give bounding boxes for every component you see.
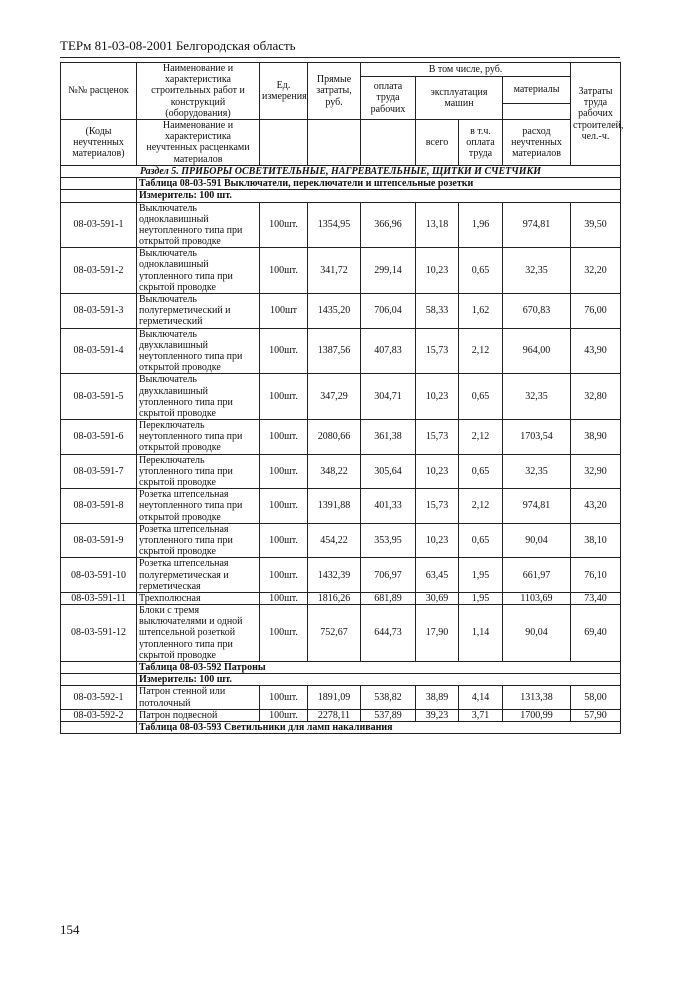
direct-cost: 752,67 — [308, 605, 361, 662]
materials-cost: 661,97 — [503, 558, 571, 593]
machine-wage-cost: 2,12 — [459, 328, 503, 374]
rates-table — [60, 62, 624, 734]
direct-cost: 1391,88 — [308, 489, 361, 524]
col-mat-unaccounted-header: расход неучтенных материалов — [503, 119, 571, 165]
direct-cost: 1435,20 — [308, 294, 361, 329]
materials-cost: 1313,38 — [503, 686, 571, 709]
unit: 100шт. — [260, 328, 308, 374]
direct-cost: 1432,39 — [308, 558, 361, 593]
col-machine-wage-header: в т.ч. оплата труда — [459, 119, 503, 165]
work-name: Выключатель двухклавишный неутопленного типа при открытой проводке — [137, 328, 260, 374]
col-machine-header: эксплуатация машин — [416, 77, 503, 120]
materials-cost: 974,81 — [503, 202, 571, 248]
unit: 100шт — [260, 294, 308, 329]
wage-cost: 299,14 — [361, 248, 416, 294]
table-row — [61, 294, 621, 329]
rate-code: 08-03-591-7 — [61, 454, 137, 489]
wage-cost: 353,95 — [361, 523, 416, 558]
materials-cost: 974,81 — [503, 489, 571, 524]
rate-code: 08-03-591-6 — [61, 420, 137, 455]
unit: 100шт. — [260, 454, 308, 489]
machine-wage-cost: 0,65 — [459, 374, 503, 420]
machine-wage-cost: 2,12 — [459, 489, 503, 524]
work-name: Выключатель полугерметический и герметический — [137, 294, 260, 329]
direct-cost: 341,72 — [308, 248, 361, 294]
rate-code: 08-03-591-8 — [61, 489, 137, 524]
direct-cost: 1387,56 — [308, 328, 361, 374]
machine-cost: 10,23 — [416, 523, 459, 558]
machine-cost: 63,45 — [416, 558, 459, 593]
direct-cost: 2278,11 — [308, 709, 361, 721]
col-code-header: №№ расценок — [61, 63, 137, 120]
machine-cost: 15,73 — [416, 420, 459, 455]
machine-wage-cost: 0,65 — [459, 523, 503, 558]
table-592 — [61, 662, 621, 686]
materials-cost: 1703,54 — [503, 420, 571, 455]
table-592-rows — [61, 686, 621, 722]
direct-cost: 348,22 — [308, 454, 361, 489]
table-row — [61, 489, 621, 524]
labor-hours: 32,80 — [571, 374, 621, 420]
machine-wage-cost: 0,65 — [459, 248, 503, 294]
table-row — [61, 374, 621, 420]
unit: 100шт. — [260, 605, 308, 662]
table-row — [61, 686, 621, 709]
unit: 100шт. — [260, 686, 308, 709]
labor-hours: 38,90 — [571, 420, 621, 455]
rate-code: 08-03-591-12 — [61, 605, 137, 662]
unit: 100шт. — [260, 202, 308, 248]
machine-cost: 30,69 — [416, 592, 459, 604]
table-row — [61, 420, 621, 455]
col-name-header: Наименование и характеристика строительных работ и конструкций (оборудования) — [137, 63, 260, 120]
page-number: 154 — [60, 922, 80, 937]
unit: 100шт. — [260, 709, 308, 721]
work-name: Переключатель неутопленного типа при открытой проводке — [137, 420, 260, 455]
table-592-meter: Измеритель: 100 шт. — [137, 674, 621, 686]
materials-cost: 90,04 — [503, 605, 571, 662]
work-name: Розетка штепсельная неутопленного типа при открытой проводке — [137, 489, 260, 524]
materials-cost: 670,83 — [503, 294, 571, 329]
machine-wage-cost: 1,62 — [459, 294, 503, 329]
machine-cost: 15,73 — [416, 489, 459, 524]
table-591-rows — [61, 202, 621, 662]
machine-wage-cost: 1,96 — [459, 202, 503, 248]
table-591-title: Таблица 08-03-591 Выключатели, переключатели и штепсельные розетки — [137, 178, 621, 190]
machine-cost: 13,18 — [416, 202, 459, 248]
machine-wage-cost: 1,14 — [459, 605, 503, 662]
rate-code: 08-03-591-1 — [61, 202, 137, 248]
direct-cost: 1816,26 — [308, 592, 361, 604]
wage-cost: 366,96 — [361, 202, 416, 248]
machine-cost: 17,90 — [416, 605, 459, 662]
table-row — [61, 605, 621, 662]
work-name: Патрон стенной или потолочный — [137, 686, 260, 709]
rate-code: 08-03-591-5 — [61, 374, 137, 420]
col-materials-header: материалы — [503, 77, 571, 104]
labor-hours: 32,90 — [571, 454, 621, 489]
table-592-title: Таблица 08-03-592 Патроны — [137, 662, 621, 674]
unit: 100шт. — [260, 489, 308, 524]
machine-cost: 58,33 — [416, 294, 459, 329]
unit: 100шт. — [260, 523, 308, 558]
table-row — [61, 709, 621, 721]
rate-code: 08-03-592-2 — [61, 709, 137, 721]
wage-cost: 681,89 — [361, 592, 416, 604]
machine-cost: 10,23 — [416, 454, 459, 489]
work-name: Переключатель утопленного типа при скрытой проводке — [137, 454, 260, 489]
labor-hours: 32,20 — [571, 248, 621, 294]
wage-cost: 644,73 — [361, 605, 416, 662]
col-wage-header: оплата труда рабочих — [361, 77, 416, 120]
rate-code: 08-03-591-10 — [61, 558, 137, 593]
table-593-title: Таблица 08-03-593 Светильники для ламп накаливания — [137, 721, 621, 733]
machine-wage-cost: 4,14 — [459, 686, 503, 709]
rate-code: 08-03-591-11 — [61, 592, 137, 604]
unit: 100шт. — [260, 248, 308, 294]
table-header — [61, 63, 624, 166]
unit: 100шт. — [260, 420, 308, 455]
table-row — [61, 592, 621, 604]
rate-code: 08-03-591-9 — [61, 523, 137, 558]
wage-cost: 407,83 — [361, 328, 416, 374]
machine-cost: 10,23 — [416, 248, 459, 294]
unit: 100шт. — [260, 374, 308, 420]
table-row — [61, 202, 621, 248]
wage-cost: 706,97 — [361, 558, 416, 593]
direct-cost: 1891,09 — [308, 686, 361, 709]
table-row — [61, 523, 621, 558]
rate-code: 08-03-591-4 — [61, 328, 137, 374]
machine-cost: 39,23 — [416, 709, 459, 721]
col-labor-header: Затраты труда рабочих строителей, чел.-ч. — [571, 63, 621, 166]
machine-cost: 38,89 — [416, 686, 459, 709]
work-name: Выключатель одноклавишный утопленного типа при скрытой проводке — [137, 248, 260, 294]
work-name: Трехполюсная — [137, 592, 260, 604]
table-row — [61, 558, 621, 593]
labor-hours: 58,00 — [571, 686, 621, 709]
labor-hours: 76,00 — [571, 294, 621, 329]
labor-hours: 57,90 — [571, 709, 621, 721]
machine-cost: 10,23 — [416, 374, 459, 420]
machine-cost: 15,73 — [416, 328, 459, 374]
wage-cost: 538,82 — [361, 686, 416, 709]
labor-hours: 69,40 — [571, 605, 621, 662]
materials-cost: 32,35 — [503, 374, 571, 420]
work-name: Патрон подвесной — [137, 709, 260, 721]
section-row — [61, 165, 621, 177]
col-name-alt-header: Наименование и характеристика неучтенных расценками материалов — [137, 119, 260, 165]
wage-cost: 706,04 — [361, 294, 416, 329]
labor-hours: 76,10 — [571, 558, 621, 593]
table-row — [61, 454, 621, 489]
rate-code: 08-03-592-1 — [61, 686, 137, 709]
rate-code: 08-03-591-2 — [61, 248, 137, 294]
work-name: Блоки с тремя выключателями и одной штепсельной розеткой утопленного типа при скрытой проводке — [137, 605, 260, 662]
table-row — [61, 248, 621, 294]
work-name: Выключатель одноклавишный неутопленного типа при открытой проводке — [137, 202, 260, 248]
col-code-alt-header: (Коды неучтенных материалов) — [61, 119, 137, 165]
materials-cost: 32,35 — [503, 248, 571, 294]
machine-wage-cost: 2,12 — [459, 420, 503, 455]
col-unit-header: Ед. измерения — [260, 63, 308, 120]
work-name: Выключатель двухклавишный утопленного типа при скрытой проводке — [137, 374, 260, 420]
labor-hours: 43,20 — [571, 489, 621, 524]
wage-cost: 361,38 — [361, 420, 416, 455]
work-name: Розетка штепсельная полугерметическая и герметическая — [137, 558, 260, 593]
table-591-meter: Измеритель: 100 шт. — [137, 190, 621, 202]
table-593 — [61, 721, 621, 733]
machine-wage-cost: 1,95 — [459, 558, 503, 593]
unit: 100шт. — [260, 558, 308, 593]
wage-cost: 401,33 — [361, 489, 416, 524]
document-header: ТЕРм 81-03-08-2001 Белгородская область — [60, 38, 620, 58]
labor-hours: 39,50 — [571, 202, 621, 248]
wage-cost: 305,64 — [361, 454, 416, 489]
materials-cost: 90,04 — [503, 523, 571, 558]
labor-hours: 43,90 — [571, 328, 621, 374]
wage-cost: 537,89 — [361, 709, 416, 721]
materials-cost: 1700,99 — [503, 709, 571, 721]
direct-cost: 347,29 — [308, 374, 361, 420]
table-591 — [61, 178, 621, 202]
direct-cost: 2080,66 — [308, 420, 361, 455]
machine-wage-cost: 3,71 — [459, 709, 503, 721]
col-direct-header: Прямые затраты, руб. — [308, 63, 361, 120]
col-incl-header: В том числе, руб. — [361, 63, 571, 77]
direct-cost: 1354,95 — [308, 202, 361, 248]
labor-hours: 73,40 — [571, 592, 621, 604]
labor-hours: 38,10 — [571, 523, 621, 558]
section-title: Раздел 5. ПРИБОРЫ ОСВЕТИТЕЛЬНЫЕ, НАГРЕВАТЕЛЬНЫЕ, ЩИТКИ И СЧЕТЧИКИ — [61, 165, 621, 177]
machine-wage-cost: 1,95 — [459, 592, 503, 604]
wage-cost: 304,71 — [361, 374, 416, 420]
col-machine-total-header: всего — [416, 119, 459, 165]
direct-cost: 454,22 — [308, 523, 361, 558]
unit: 100шт. — [260, 592, 308, 604]
materials-cost: 1103,69 — [503, 592, 571, 604]
materials-cost: 964,00 — [503, 328, 571, 374]
rate-code: 08-03-591-3 — [61, 294, 137, 329]
table-row — [61, 328, 621, 374]
machine-wage-cost: 0,65 — [459, 454, 503, 489]
materials-cost: 32,35 — [503, 454, 571, 489]
work-name: Розетка штепсельная утопленного типа при скрытой проводке — [137, 523, 260, 558]
